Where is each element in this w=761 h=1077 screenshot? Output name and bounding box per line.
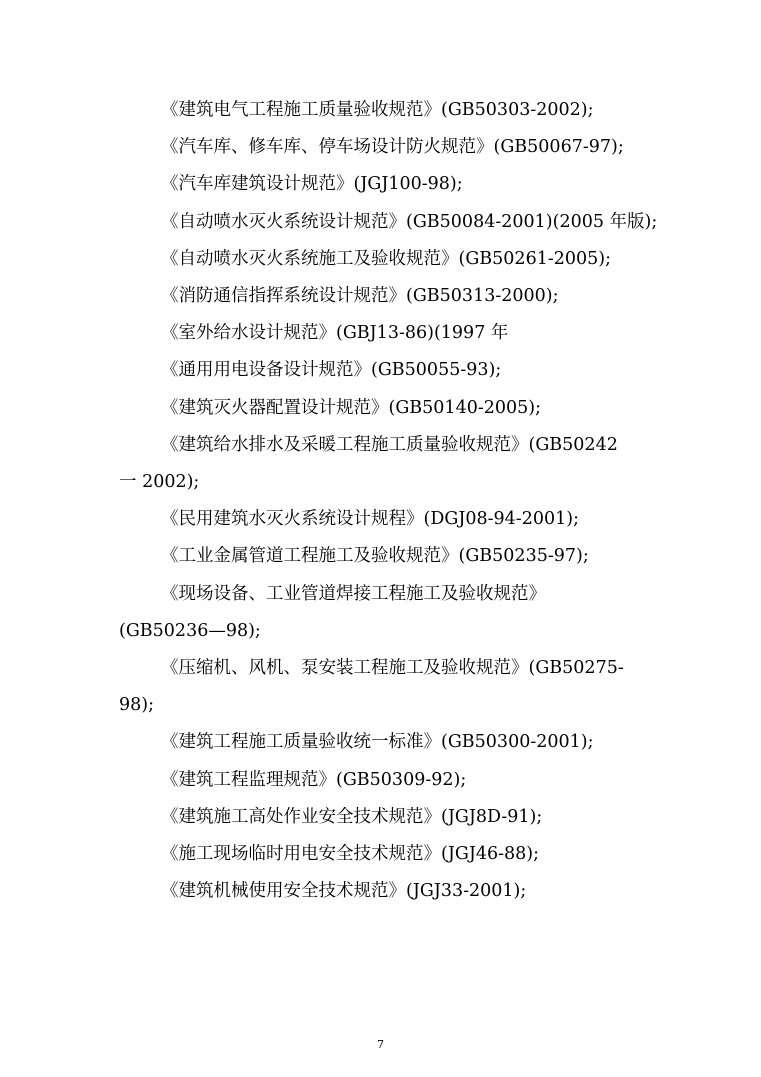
reference-text: 《通用用电设备设计规范》(GB50055-93); — [161, 360, 502, 381]
reference-line — [119, 315, 639, 352]
reference-line — [119, 427, 639, 464]
reference-continuation: 一 2002); — [119, 472, 200, 493]
reference-line — [119, 724, 639, 761]
reference-line — [119, 576, 639, 613]
reference-text: 《自动喷水灭火系统施工及验收规范》(GB50261-2005); — [161, 248, 612, 269]
reference-text: 《民用建筑水灭火系统设计规程》(DGJ08-94-2001); — [161, 509, 579, 530]
reference-continuation: 98); — [119, 695, 154, 716]
reference-line — [119, 241, 639, 278]
reference-list — [119, 92, 658, 910]
reference-continuation: (GB50236—98); — [119, 620, 261, 641]
reference-text: 《建筑工程监理规范》(GB50309-92); — [161, 769, 467, 790]
reference-text: 《汽车库建筑设计规范》(JGJ100-98); — [161, 174, 463, 195]
reference-line — [119, 799, 639, 836]
reference-text: 《自动喷水灭火系统设计规范》(GB50084-2001)(2005 年版); — [161, 211, 658, 232]
reference-text: 《施工现场临时用电安全技术规范》(JGJ46-88); — [161, 844, 540, 865]
reference-line — [119, 501, 639, 538]
reference-text: 《现场设备、工业管道焊接工程施工及验收规范》 — [161, 583, 546, 604]
reference-text: 《建筑电气工程施工质量验收规范》(GB50303-2002); — [161, 100, 594, 120]
reference-line — [119, 650, 639, 687]
reference-line — [119, 873, 639, 910]
reference-text: 《建筑机械使用安全技术规范》(JGJ33-2001); — [161, 881, 527, 902]
reference-text: 《汽车库、修车库、停车场设计防火规范》(GB50067-97); — [161, 137, 624, 158]
page-number: 7 — [377, 1038, 384, 1051]
reference-line — [119, 166, 639, 203]
reference-line — [119, 129, 639, 166]
reference-line — [119, 278, 639, 315]
reference-line — [119, 538, 639, 575]
reference-line — [119, 762, 639, 799]
reference-line — [119, 836, 639, 873]
reference-line — [119, 92, 639, 129]
reference-text: 《消防通信指挥系统设计规范》(GB50313-2000); — [161, 286, 559, 307]
reference-text: 《建筑施工高处作业安全技术规范》(JGJ8D-91); — [161, 806, 543, 827]
reference-line — [119, 352, 639, 389]
reference-line — [119, 204, 658, 241]
reference-text: 《室外给水设计规范》(GBJ13-86)(1997 年 — [161, 323, 509, 344]
reference-text: 《压缩机、风机、泵安装工程施工及验收规范》(GB50275- — [161, 658, 624, 679]
reference-text: 《建筑灭火器配置设计规范》(GB50140-2005); — [161, 397, 542, 418]
reference-text: 《建筑工程施工质量验收统一标准》(GB50300-2001); — [161, 732, 594, 753]
reference-line — [119, 390, 639, 427]
reference-text: 《工业金属管道工程施工及验收规范》(GB50235-97); — [161, 546, 589, 567]
reference-text: 《建筑给水排水及采暖工程施工质量验收规范》(GB50242 — [161, 434, 618, 455]
